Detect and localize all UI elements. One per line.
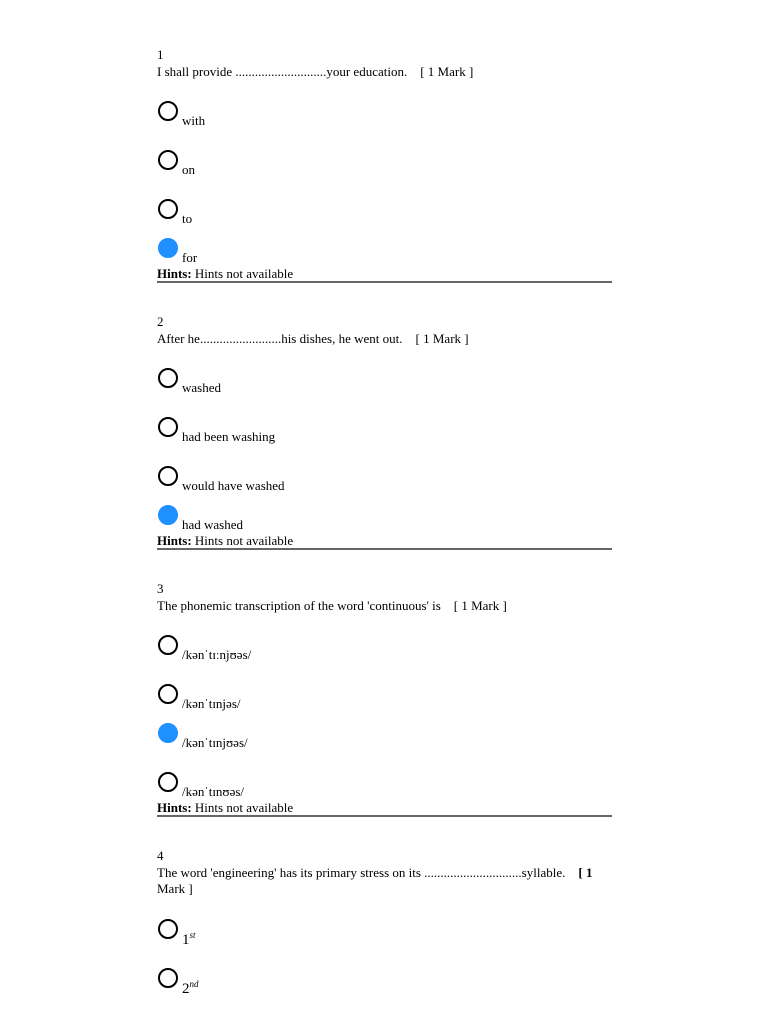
divider bbox=[157, 548, 612, 550]
option-ordinal: 1 bbox=[182, 932, 190, 948]
question-prompt: The phonemic transcription of the word 'continuous' is bbox=[157, 598, 441, 613]
hints-text: Hints not available bbox=[194, 266, 294, 281]
radio-button[interactable] bbox=[158, 199, 178, 219]
option-1[interactable] bbox=[157, 368, 612, 394]
hints-line bbox=[157, 266, 612, 281]
divider bbox=[157, 281, 612, 283]
radio-button[interactable] bbox=[158, 368, 178, 388]
hints-text: Hints not available bbox=[194, 800, 294, 815]
hints-line bbox=[157, 800, 612, 815]
option-label: on bbox=[182, 162, 195, 177]
option-label: /kənˈtɪnʊəs/ bbox=[182, 784, 245, 799]
question-text bbox=[157, 64, 612, 80]
radio-button[interactable] bbox=[158, 684, 178, 704]
question-mark-open: [ 1 bbox=[578, 865, 593, 880]
option-label: /kənˈtɪnjəs/ bbox=[182, 696, 241, 711]
option-label: to bbox=[182, 211, 193, 226]
hints-text: Hints not available bbox=[194, 533, 294, 548]
option-2[interactable] bbox=[157, 684, 612, 710]
option-4[interactable] bbox=[157, 238, 612, 264]
question-mark: [ 1 Mark ] bbox=[420, 64, 474, 79]
option-1[interactable] bbox=[157, 635, 612, 661]
option-1[interactable] bbox=[157, 919, 612, 948]
divider bbox=[157, 815, 612, 817]
radio-button[interactable] bbox=[158, 101, 178, 121]
question-number: 1 bbox=[157, 47, 164, 62]
question-number: 4 bbox=[157, 848, 164, 863]
option-label: washed bbox=[182, 380, 221, 395]
radio-button-selected[interactable] bbox=[158, 238, 178, 258]
option-4[interactable] bbox=[157, 772, 612, 798]
hints-label: Hints: bbox=[157, 800, 192, 815]
option-label bbox=[182, 976, 199, 997]
radio-button[interactable] bbox=[158, 150, 178, 170]
question-mark: [ 1 Mark ] bbox=[453, 598, 507, 613]
option-2[interactable] bbox=[157, 968, 612, 997]
option-label: had washed bbox=[182, 517, 244, 532]
hints-label: Hints: bbox=[157, 533, 192, 548]
option-2[interactable] bbox=[157, 150, 612, 176]
option-3[interactable] bbox=[157, 199, 612, 225]
radio-button-selected[interactable] bbox=[158, 505, 178, 525]
option-label bbox=[182, 927, 196, 948]
radio-button[interactable] bbox=[158, 968, 178, 988]
question-text bbox=[157, 865, 612, 897]
radio-button-selected[interactable] bbox=[158, 723, 178, 743]
hints-line bbox=[157, 533, 612, 548]
hints-label: Hints: bbox=[157, 266, 192, 281]
option-label: /kənˈtɪːnjʊəs/ bbox=[182, 647, 252, 662]
question-prompt: After he.........................his dishes, he went out. bbox=[157, 331, 403, 346]
radio-button[interactable] bbox=[158, 417, 178, 437]
option-label: for bbox=[182, 250, 198, 265]
option-label: /kənˈtɪnjʊəs/ bbox=[182, 735, 248, 750]
question-text bbox=[157, 331, 612, 347]
option-label: with bbox=[182, 113, 206, 128]
question-mark-close: Mark ] bbox=[157, 881, 193, 896]
question-prompt: The word 'engineering' has its primary stress on its ..............................syllable. bbox=[157, 865, 566, 880]
radio-button[interactable] bbox=[158, 466, 178, 486]
option-ordinal-suffix: nd bbox=[189, 979, 199, 989]
option-3[interactable] bbox=[157, 466, 612, 492]
radio-button[interactable] bbox=[158, 635, 178, 655]
option-ordinal: 2 bbox=[182, 981, 190, 997]
option-1[interactable] bbox=[157, 101, 612, 127]
option-3[interactable] bbox=[157, 723, 612, 749]
option-4[interactable] bbox=[157, 505, 612, 531]
radio-button[interactable] bbox=[158, 919, 178, 939]
option-label: would have washed bbox=[182, 478, 285, 493]
option-2[interactable] bbox=[157, 417, 612, 443]
question-number: 3 bbox=[157, 581, 164, 596]
question-number: 2 bbox=[157, 314, 164, 329]
question-text bbox=[157, 598, 612, 614]
question-mark: [ 1 Mark ] bbox=[415, 331, 469, 346]
question-prompt: I shall provide ............................your education. bbox=[157, 64, 408, 79]
option-label: had been washing bbox=[182, 429, 276, 444]
radio-button[interactable] bbox=[158, 772, 178, 792]
option-ordinal-suffix: st bbox=[189, 930, 196, 940]
